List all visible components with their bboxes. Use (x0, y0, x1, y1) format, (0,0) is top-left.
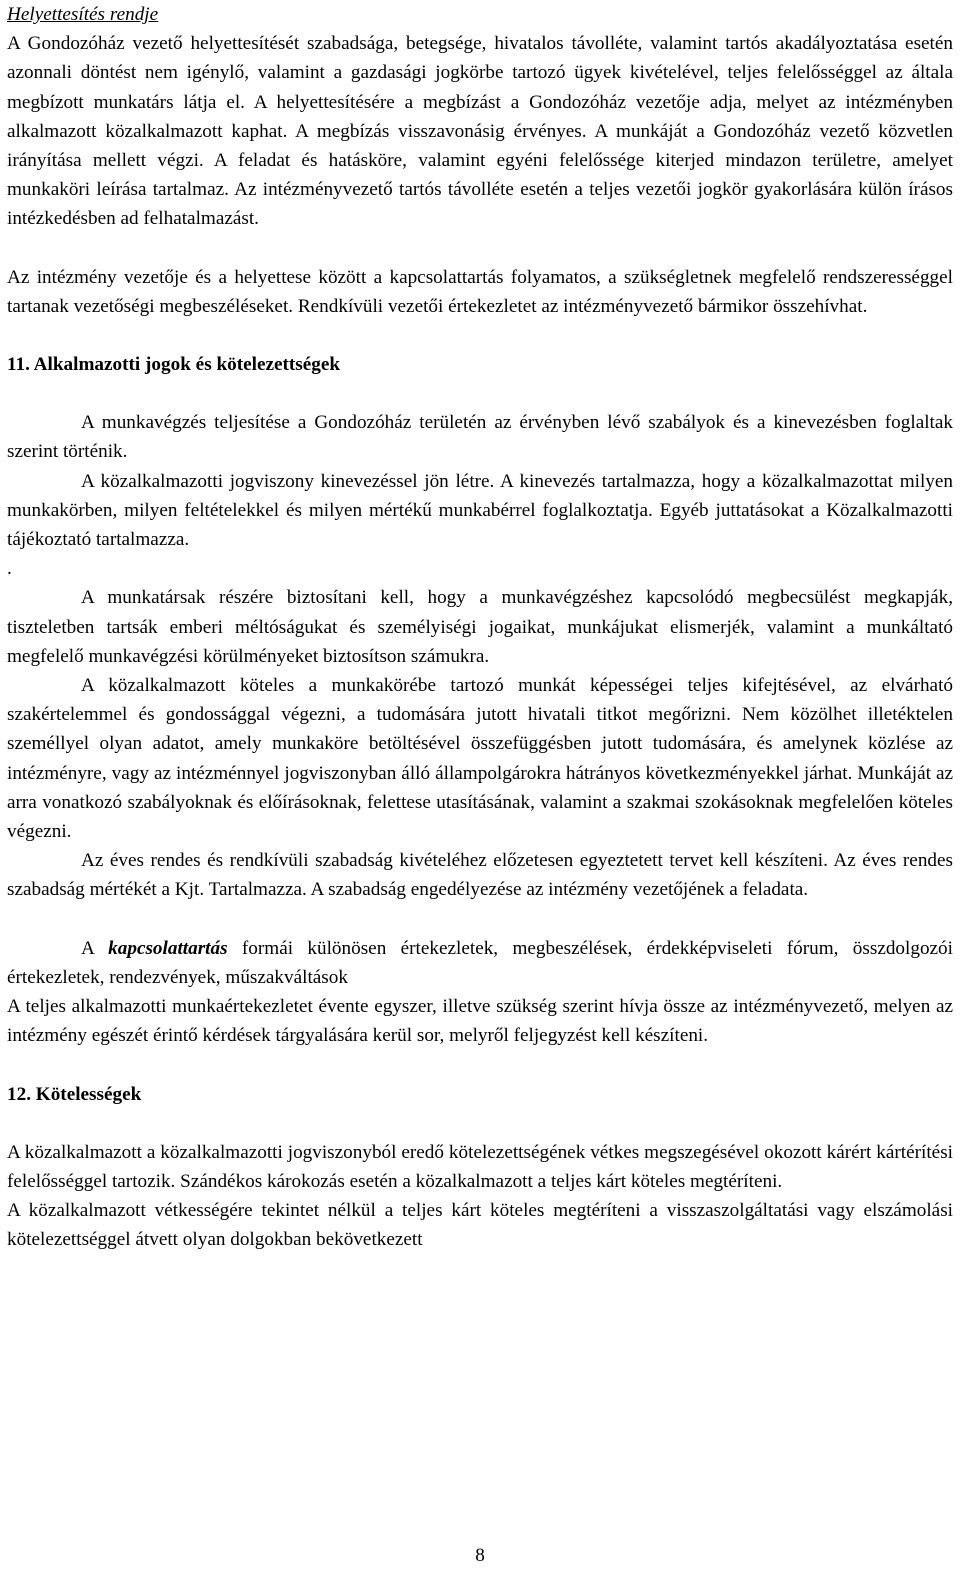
section-11-paragraph-4: A közalkalmazott köteles a munkakörébe tartozó munkát képességei teljes kifejtésével, az elvárható szakértelemmel és gondossággal végezni, a tudomására jutott hivatali titkot megőrizni. Nem közölhet illetéktelen személlyel olyan adatot, amely munkaköre betöltésével összefüggésben jutott tudomására, és amelynek közlése az intézményre, vagy az intézménnyel jogviszonyban álló állampolgárokra hátrányos következményekkel járhat. Munkáját az arra vonatkozó szabályoknak és előírásoknak, felettese utasításának, valamint a szakmai szokásoknak megfelelően köteles végezni. (7, 675, 953, 843)
section-12-title: 12. Kötelességek (7, 1083, 142, 1105)
contact-suffix: formái különösen értekezletek, megbeszélések, érdekképviseleti fórum, összdolgozói értekezletek, rendezvények, műszakváltások (7, 937, 953, 988)
section-11-closing-paragraph: A teljes alkalmazotti munkaértekezletet évente egyszer, illetve szükség szerint hívja össze az intézményvezető, melyen az intézmény egészét érintő kérdések tárgyalására kerül sor, melyről feljegyzést kell készíteni. (7, 996, 953, 1047)
page-number: 8 (475, 1545, 485, 1566)
contact-paragraph (7, 934, 953, 992)
substitution-heading: Helyettesítés rendje (7, 4, 159, 25)
document-page (7, 0, 953, 1255)
section-11-title: 11. Alkalmazotti jogok és kötelezettségek (7, 354, 341, 376)
section-11-paragraph-1: A munkavégzés teljesítése a Gondozóház területén az érvényben lévő szabályok és a kinevezésben foglaltak szerint történik. (7, 412, 953, 463)
contact-prefix: A (81, 937, 109, 959)
section-12-paragraph-2: A közalkalmazott vétkességére tekintet nélkül a teljes kárt köteles megtéríteni a visszaszolgáltatási vagy elszámolási kötelezettséggel átvett olyan dolgokban bekövetkezett (7, 1200, 953, 1251)
substitution-paragraph-2: Az intézmény vezetője és a helyettese között a kapcsolattartás folyamatos, a szükségletnek megfelelő rendszerességgel tartanak vezetőségi megbeszéléseket. Rendkívüli vezetői értekezletet az intézményvezető bármikor összehívhat. (7, 266, 953, 317)
section-11-paragraph-3: A munkatársak részére biztosítani kell, hogy a munkavégzéshez kapcsolódó megbecsülést megkapják, tiszteletben tartsák emberi méltóságukat és személyiségi jogaikat, munkájukat elismerjék, valamint a munkáltató megfelelő munkavégzési körülményeket biztosítson számukra. (7, 587, 953, 667)
section-11-dot-line: . (7, 558, 12, 580)
section-11-paragraph-5: Az éves rendes és rendkívüli szabadság kivételéhez előzetesen egyeztetett tervet kell készíteni. Az éves rendes szabadság mértékét a Kjt. Tartalmazza. A szabadság engedélyezése az intézmény vezetőjének a feladata. (7, 850, 953, 901)
contact-emphasis: kapcsolattartás (108, 937, 228, 959)
section-12-paragraph-1: A közalkalmazott a közalkalmazotti jogviszonyból eredő kötelezettségének vétkes megszegésével okozott kárért kártérítési felelősséggel tartozik. Szándékos károkozás esetén a közalkalmazott a teljes kárt köteles megtéríteni. (7, 1141, 953, 1192)
substitution-paragraph-1: A Gondozóház vezető helyettesítését szabadsága, betegsége, hivatalos távolléte, valamint tartós akadályoztatása esetén azonnali döntést nem igénylő, valamint a gazdasági jogkörbe tartozó ügyek kivételével, teljes felelősséggel az általa megbízott munkatárs látja el. A helyettesítésére a megbízást a Gondozóház vezetője adja, melyet az intézményben alkalmazott közalkalmazott kaphat. A megbízás visszavonásig érvényes. A munkáját a Gondozóház vezető közvetlen irányítása mellett végzi. A feladat és hatásköre, valamint egyéni felelőssége kiterjed mindazon területre, amelyet munkaköri leírása tartalmaz. Az intézményvezető tartós távolléte esetén a teljes vezetői jogkör gyakorlására külön írásos intézkedésben ad felhatalmazást. (7, 33, 953, 230)
section-11-paragraph-2: A közalkalmazotti jogviszony kinevezéssel jön létre. A kinevezés tartalmazza, hogy a közalkalmazottat milyen munkakörben, milyen feltételekkel és milyen mértékű munkabérrel foglalkoztatja. Egyéb juttatásokat a Közalkalmazotti tájékoztató tartalmazza. (7, 470, 953, 551)
